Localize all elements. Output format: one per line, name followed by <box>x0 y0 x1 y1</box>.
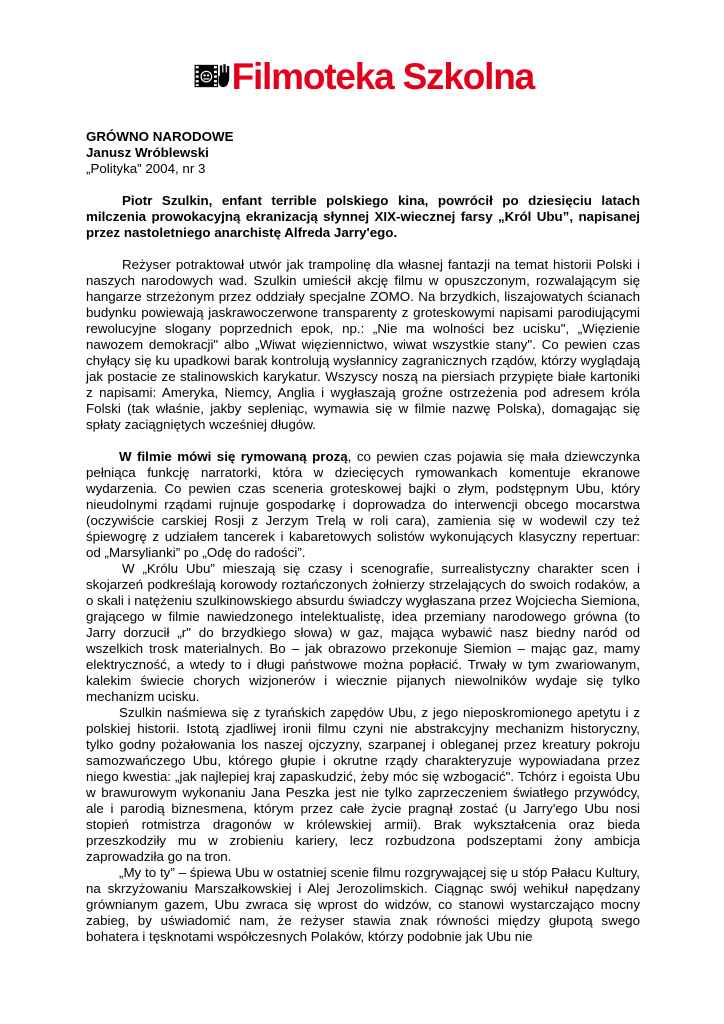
paragraph: „My to ty” – śpiewa Ubu w ostatniej scenie filmu rozgrywającej się u stóp Pałacu Kultury, na skrzyżowaniu Marszałkowskiej i Alej Jerozolimskich. Ciągnąc swój wehikuł napędzany grównianym gazem, Ubu zwraca się wprost do widzów, co stanowi wystarczająco mocny zabieg, by uświadomić nam, że reżyser stawia znak równości między głupotą swego bohatera i tęsknotami współczesnych Polaków, którzy podobnie jak Ubu nie <box>86 865 640 944</box>
paragraph-text: , co pewien czas pojawia się mała dziewczynka pełniąca funkcję narratorki, która w dziecięcych rymowankach komentuje ekranowe wydarzenia. Co pewien czas sceneria groteskowej bajki o złym, podstępnym Ubu, który nieudolnymi rządami rujnuje gospodarkę i doprowadza do interwencji obcego mocarstwa (oczywiście carskiej Rosji z Jerzym Trelą w roli cara), zamienia się w wodewil czy też śpiewogrę z udziałem tancerek i kabaretowych solistów wykonujących klasyczny repertuar: od „Marsylianki” po „Odę do radości”. <box>86 449 640 560</box>
article-title: GRÓWNO NARODOWE <box>86 129 234 144</box>
paragraph: Szulkin naśmiewa się z tyrańskich zapędów Ubu, z jego nieposkromionego apetytu i z polskiej historii. Istotą zjadliwej ironii filmu czyni nie abstrakcyjny mechanizm historyczny, tylko godny pożałowania los naszej ojczyzny, szarpanej i obleganej przez kreatury pokroju samozwańczego Ubu, którego głupie i okrutne rządy charakteryzuje wypowiadana przez niego kwestia: „jak najlepiej kraj zapaskudzić, żeby móc się wzbogacić". Tchórz i egoista Ubu w brawurowym wykonaniu Jana Peszka jest nie tylko zaprzeczeniem światłego przywódcy, ale i parodią biznesmena, którym przez całe życie pragnął zostać (u Jarry'ego Ubu nosi stopień rotmistrza dragonów w królewskiej armii). Brak wykształcenia oraz bieda przeszkodziły mu w zrobieniu kariery, lecz rozbudzona podszeptami żony ambicja zaprowadziła go na tron. <box>86 705 640 864</box>
article-author: Janusz Wróblewski <box>86 145 209 160</box>
article-meta <box>86 129 640 177</box>
paragraph: Reżyser potraktował utwór jak trampolinę dla własnej fantazji na temat historii Polski i naszych narodowych wad. Szulkin umieścił akcję filmu w opuszczonym, rozwalającym się hangarze strzeżonym przez oddziały specjalne ZOMO. Na brzydkich, liszajowatych ścianach budynku powiewają jaskrawoczerwone transparenty z groteskowymi napisami parodiującymi rewolucyjne slogany poprzednich epok, np.: „Nie ma wolności bez ucisku", „Więzienie nawozem demokracji" albo „Wiwat więziennictwo, wiwat wszystkie stany". Co pewien czas chyłący się ku upadkowi barak kontrolują wysłannicy zagranicznych rządów, którzy wyglądają jak postacie ze stalinowskich karykatur. Wszyscy noszą na piersiach przypięte białe kartoniki z napisami: Ameryka, Niemcy, Anglia i wygłaszają groźne ostrzeżenia pod adresem króla Folski (tak właśnie, jakby sepleniąc, wymawia się w filmie nazwę Polska), domagając się spłaty zaciągniętych wcześniej długów. <box>86 257 640 432</box>
article-source: „Polityka” 2004, nr 3 <box>86 161 206 176</box>
paragraph: W „Królu Ubu” mieszają się czasy i scenografie, surrealistyczny charakter scen i skojarzeń podkreślają korowody roztańczonych żołnierzy strzelających do swoich rodaków, a o skali i natężeniu szulkinowskiego absurdu świadczy wygłaszana przez Wojciecha Siemiona, grającego w filmie nawiedzonego intelektualistę, idea przemiany narodowego grówna (to Jarry dorzucił „r" do brzydkiego słowa) w gaz, mająca wybawić nasz biedny naród od wszelkich trosk materialnych. Bo – jak obrazowo przekonuje Siemion – mając gaz, mamy elektryczność, a wtedy to i długi państwowe można popłacić. Trwały w tym zwariowanym, kalekim świecie chorych wizjonerów i wiecznie pijanych niewolników wydaje się tylko mechanizm ucisku. <box>86 561 640 704</box>
paragraph <box>86 449 640 561</box>
filmoteka-logo <box>194 53 534 99</box>
article <box>86 129 640 945</box>
paragraph-bold-phrase: W filmie mówi się rymowaną prozą <box>119 449 348 464</box>
film-reel-hand-icon <box>194 54 232 98</box>
brand-name: Filmoteka Szkolna <box>231 55 534 97</box>
article-lead: Piotr Szulkin, enfant terrible polskiego kina, powrócił po dziesięciu latach milczenia prowokacyjną ekranizacją słynnej XIX-wiecznej farsy „Król Ubu”, napisanej przez nastoletniego anarchistę Alfreda Jarry'ego. <box>86 193 640 240</box>
